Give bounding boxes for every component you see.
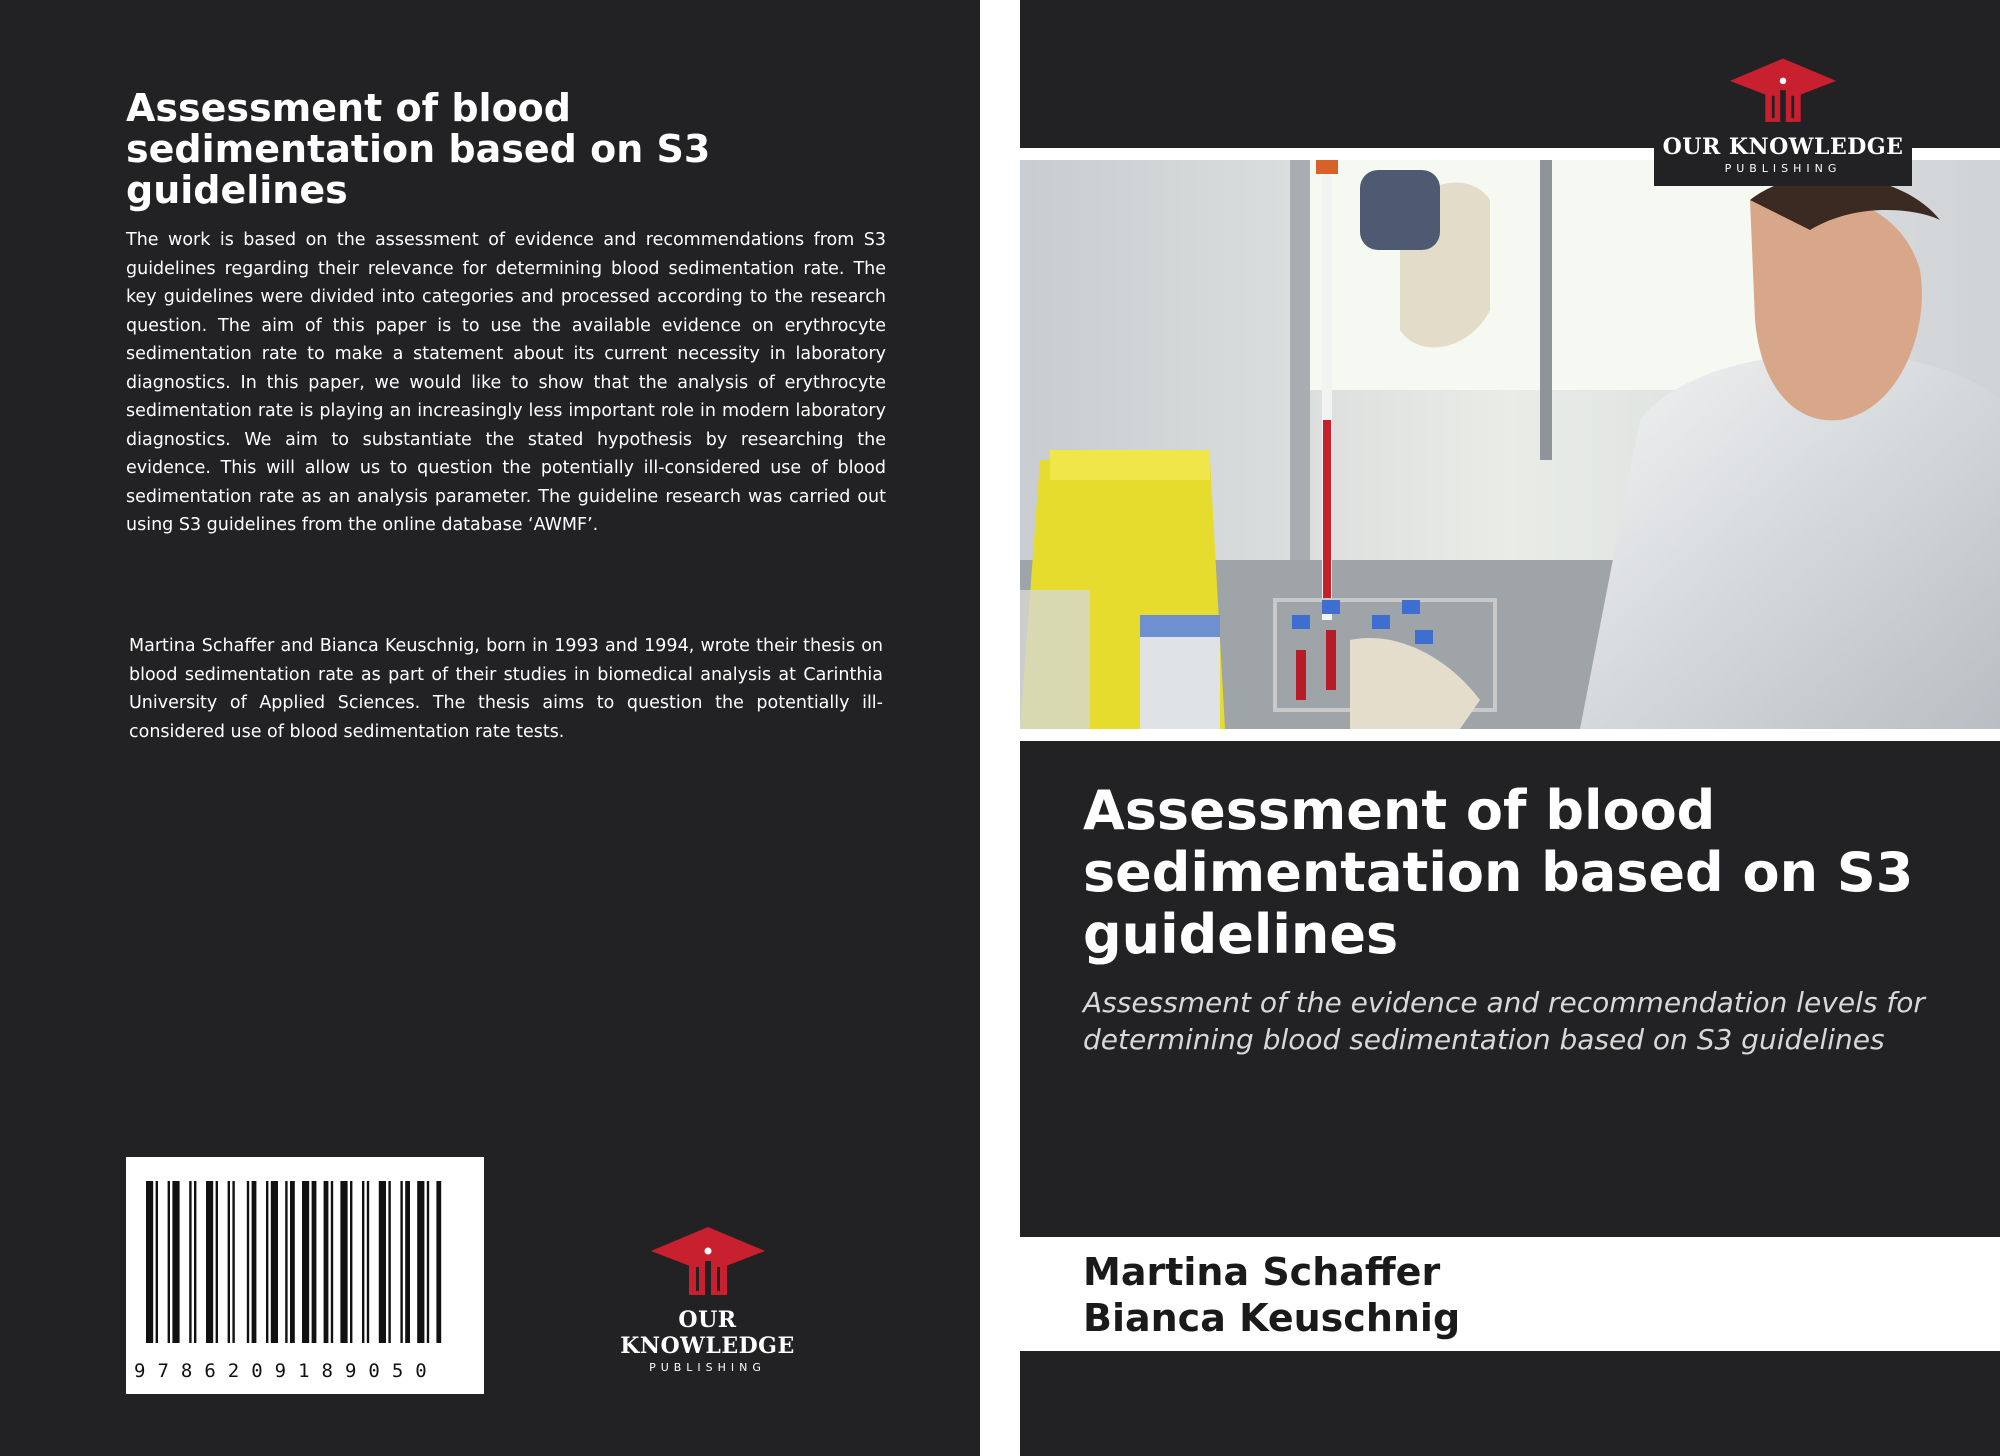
publisher-tagline: PUBLISHING — [1724, 162, 1842, 175]
isbn-barcode — [126, 1157, 484, 1394]
publisher-tagline: PUBLISHING — [649, 1361, 766, 1374]
publisher-name: OUR KNOWLEDGE — [620, 1307, 795, 1359]
laboratory-technician-photo — [1020, 160, 2000, 729]
isbn-digits: 9786209189050 — [134, 1360, 439, 1382]
back-cover-blurb: The work is based on the assessment of evidence and recommendations from S3 guidelines regarding their relevance for determining blood sedimentation rate. The key guidelines were divided into categories and processed according to the research question. The aim of this paper is to use the available evidence on erythrocyte sedimentation rate to make a statement about its current necessity in laboratory diagnostics. In this paper, we would like to show that the analysis of erythrocyte sedimentation rate is playing an increasingly less important role in modern laboratory diagnostics. We aim to substantiate the stated hypothesis by researching the evidence. This will allow us to question the potentially ill-considered use of blood sedimentation rate as an analysis parameter. The guideline research was carried out using S3 guidelines from the online database ‘AWMF’. — [126, 230, 886, 535]
graduation-cap-icon — [1728, 56, 1838, 130]
front-cover-subtitle: Assessment of the evidence and recommendation levels for determining blood sedimentation based on S3 guidelines — [1083, 986, 1925, 1056]
back-cover — [0, 0, 980, 1456]
back-cover-title: Assessment of blood sedimentation based on S3 guidelines — [126, 86, 711, 212]
publisher-name: OUR KNOWLEDGE — [1662, 134, 1904, 160]
front-cover-bottom-band — [1020, 1351, 2000, 1456]
publisher-logo-front — [1654, 50, 1912, 186]
publisher-logo-back — [590, 1225, 825, 1374]
author-bio: Martina Schaffer and Bianca Keuschnig, born in 1993 and 1994, wrote their thesis on blood sedimentation rate as part of their studies in biomedical analysis at Carinthia University of Applied Sciences. The thesis aims to question the potentially ill-considered use of blood sedimentation rate tests. — [129, 636, 883, 742]
author-name: Martina Schaffer — [1083, 1250, 1441, 1294]
graduation-cap-icon — [649, 1225, 767, 1303]
spine — [980, 0, 1020, 1456]
front-cover-title: Assessment of blood sedimentation based on S3 guidelines — [1083, 779, 1914, 966]
front-cover-divider-lower — [1020, 729, 2000, 741]
barcode-icon — [146, 1181, 464, 1343]
author-name: Bianca Keuschnig — [1083, 1296, 1461, 1340]
